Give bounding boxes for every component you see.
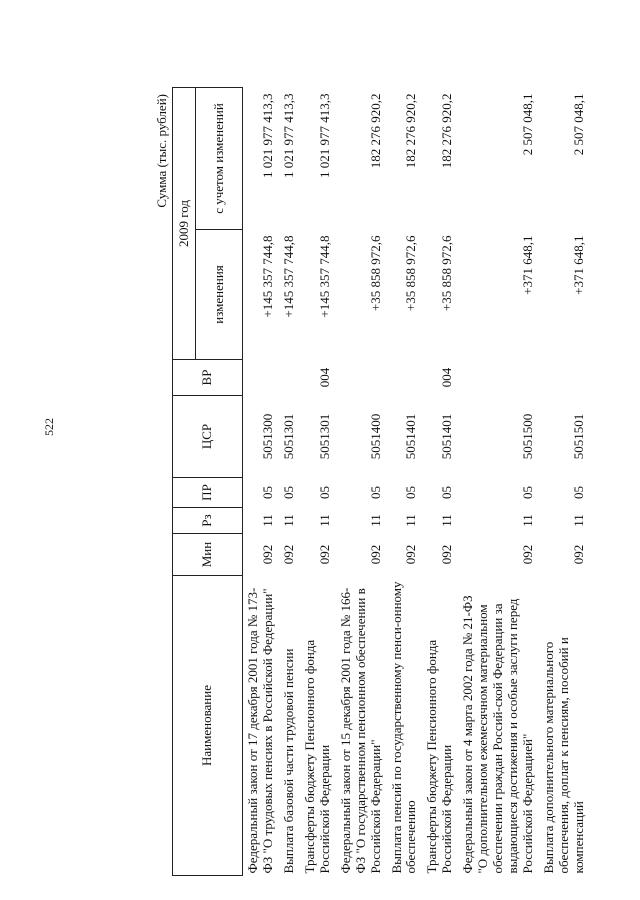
row-total: 182 276 920,2 <box>367 93 383 169</box>
table-row <box>300 88 336 876</box>
table-row <box>458 88 539 876</box>
row-total: 182 276 920,2 <box>439 93 455 169</box>
row-pr: 05 <box>439 486 455 499</box>
table-row <box>422 88 458 876</box>
row-min: 092 <box>316 544 332 565</box>
row-csr: 5051401 <box>439 413 455 460</box>
row-pr: 05 <box>259 486 275 499</box>
row-vr <box>279 360 300 396</box>
row-pr: 05 <box>520 486 535 499</box>
header-min: Мин <box>173 534 243 576</box>
row-vr <box>336 360 387 396</box>
row-pr: 05 <box>316 486 332 499</box>
row-min: 092 <box>403 544 419 565</box>
row-pr: 05 <box>403 486 419 499</box>
row-vr: 004 <box>439 367 455 388</box>
row-rz: 11 <box>520 514 535 527</box>
header-pr: ПР <box>173 478 243 508</box>
row-csr: 5051300 <box>259 413 275 460</box>
unit-caption: Сумма (тыс. рублей) <box>154 94 169 208</box>
row-rz: 11 <box>439 514 455 527</box>
row-min: 092 <box>259 544 275 565</box>
row-change: +145 357 744,8 <box>280 235 296 318</box>
row-vr <box>387 360 423 396</box>
row-min: 092 <box>439 544 455 565</box>
row-total: 182 276 920,2 <box>403 93 419 169</box>
row-name: Выплата пенсий по государственному пенси-онному обеспечению <box>388 581 419 874</box>
row-name: Выплата дополнительного материального обеспечения, доплат к пенсиям, пособий и компенсаций <box>540 637 586 874</box>
row-change: +371 648,1 <box>570 235 586 295</box>
row-csr: 5051301 <box>316 413 332 460</box>
table-row <box>243 88 279 876</box>
header-with-changes: с учетом изменений <box>196 88 243 230</box>
row-change: +35 858 972,6 <box>403 235 419 312</box>
header-changes: изменения <box>196 230 243 360</box>
row-name: Трансферты бюджету Пенсионного фонда Российской Федерации <box>424 639 455 874</box>
header-csr: ЦСР <box>173 396 243 478</box>
row-csr: 5051301 <box>280 413 296 460</box>
row-name: Выплата базовой части трудовой пенсии <box>280 648 296 874</box>
row-rz: 11 <box>259 514 275 527</box>
row-name: Трансферты бюджету Пенсионного фонда Российской Федерации <box>301 639 332 874</box>
budget-table <box>172 87 590 876</box>
row-rz: 11 <box>367 514 383 527</box>
row-min: 092 <box>280 544 296 565</box>
row-csr: 5051401 <box>403 413 419 460</box>
row-change: +35 858 972,6 <box>439 235 455 312</box>
row-pr: 05 <box>367 486 383 499</box>
row-change: +145 357 744,8 <box>316 235 332 318</box>
row-rz: 11 <box>280 514 296 527</box>
row-min: 092 <box>520 544 535 565</box>
header-rz: Рз <box>173 508 243 534</box>
row-total: 1 021 977 413,3 <box>316 93 332 178</box>
page-number: 522 <box>42 418 56 436</box>
row-total: 2 507 048,1 <box>570 93 586 156</box>
row-name: Федеральный закон от 15 декабря 2001 года № 166-ФЗ "О государственном пенсионном обеспечении в Российской Федерации" <box>337 587 383 874</box>
row-pr: 05 <box>570 486 586 499</box>
table-row <box>387 88 423 876</box>
table-row <box>336 88 387 876</box>
row-vr <box>243 360 279 396</box>
row-vr: 004 <box>316 367 332 388</box>
header-vr: ВР <box>173 360 243 396</box>
row-csr: 5051500 <box>520 413 535 460</box>
header-name: Наименование <box>173 576 243 876</box>
row-total: 1 021 977 413,3 <box>259 93 275 178</box>
row-name: Федеральный закон от 4 марта 2002 года № 21-ФЗ "О дополнительном ежемесячном материальном обеспечении граждан Россий-ской Федерации за выдающиеся достижения и особые заслуги перед Российской Федерацией" <box>460 595 535 874</box>
row-rz: 11 <box>403 514 419 527</box>
row-total: 1 021 977 413,3 <box>280 93 296 178</box>
row-rz: 11 <box>570 514 586 527</box>
row-vr <box>458 360 539 396</box>
row-total: 2 507 048,1 <box>520 93 535 156</box>
row-min: 092 <box>570 544 586 565</box>
table-row <box>539 88 590 876</box>
row-change: +35 858 972,6 <box>367 235 383 312</box>
row-vr <box>539 360 590 396</box>
row-change: +371 648,1 <box>520 235 535 295</box>
document-sheet <box>150 86 612 876</box>
row-csr: 5051400 <box>367 413 383 460</box>
row-csr: 5051501 <box>570 413 586 460</box>
row-name: Федеральный закон от 17 декабря 2001 года № 173-ФЗ "О трудовых пенсиях в Российской Федерации" <box>245 587 275 874</box>
row-change: +145 357 744,8 <box>259 235 275 318</box>
header-year: 2009 год <box>173 88 196 360</box>
row-min: 092 <box>367 544 383 565</box>
row-rz: 11 <box>316 514 332 527</box>
table-row <box>279 88 300 876</box>
row-pr: 05 <box>280 486 296 499</box>
